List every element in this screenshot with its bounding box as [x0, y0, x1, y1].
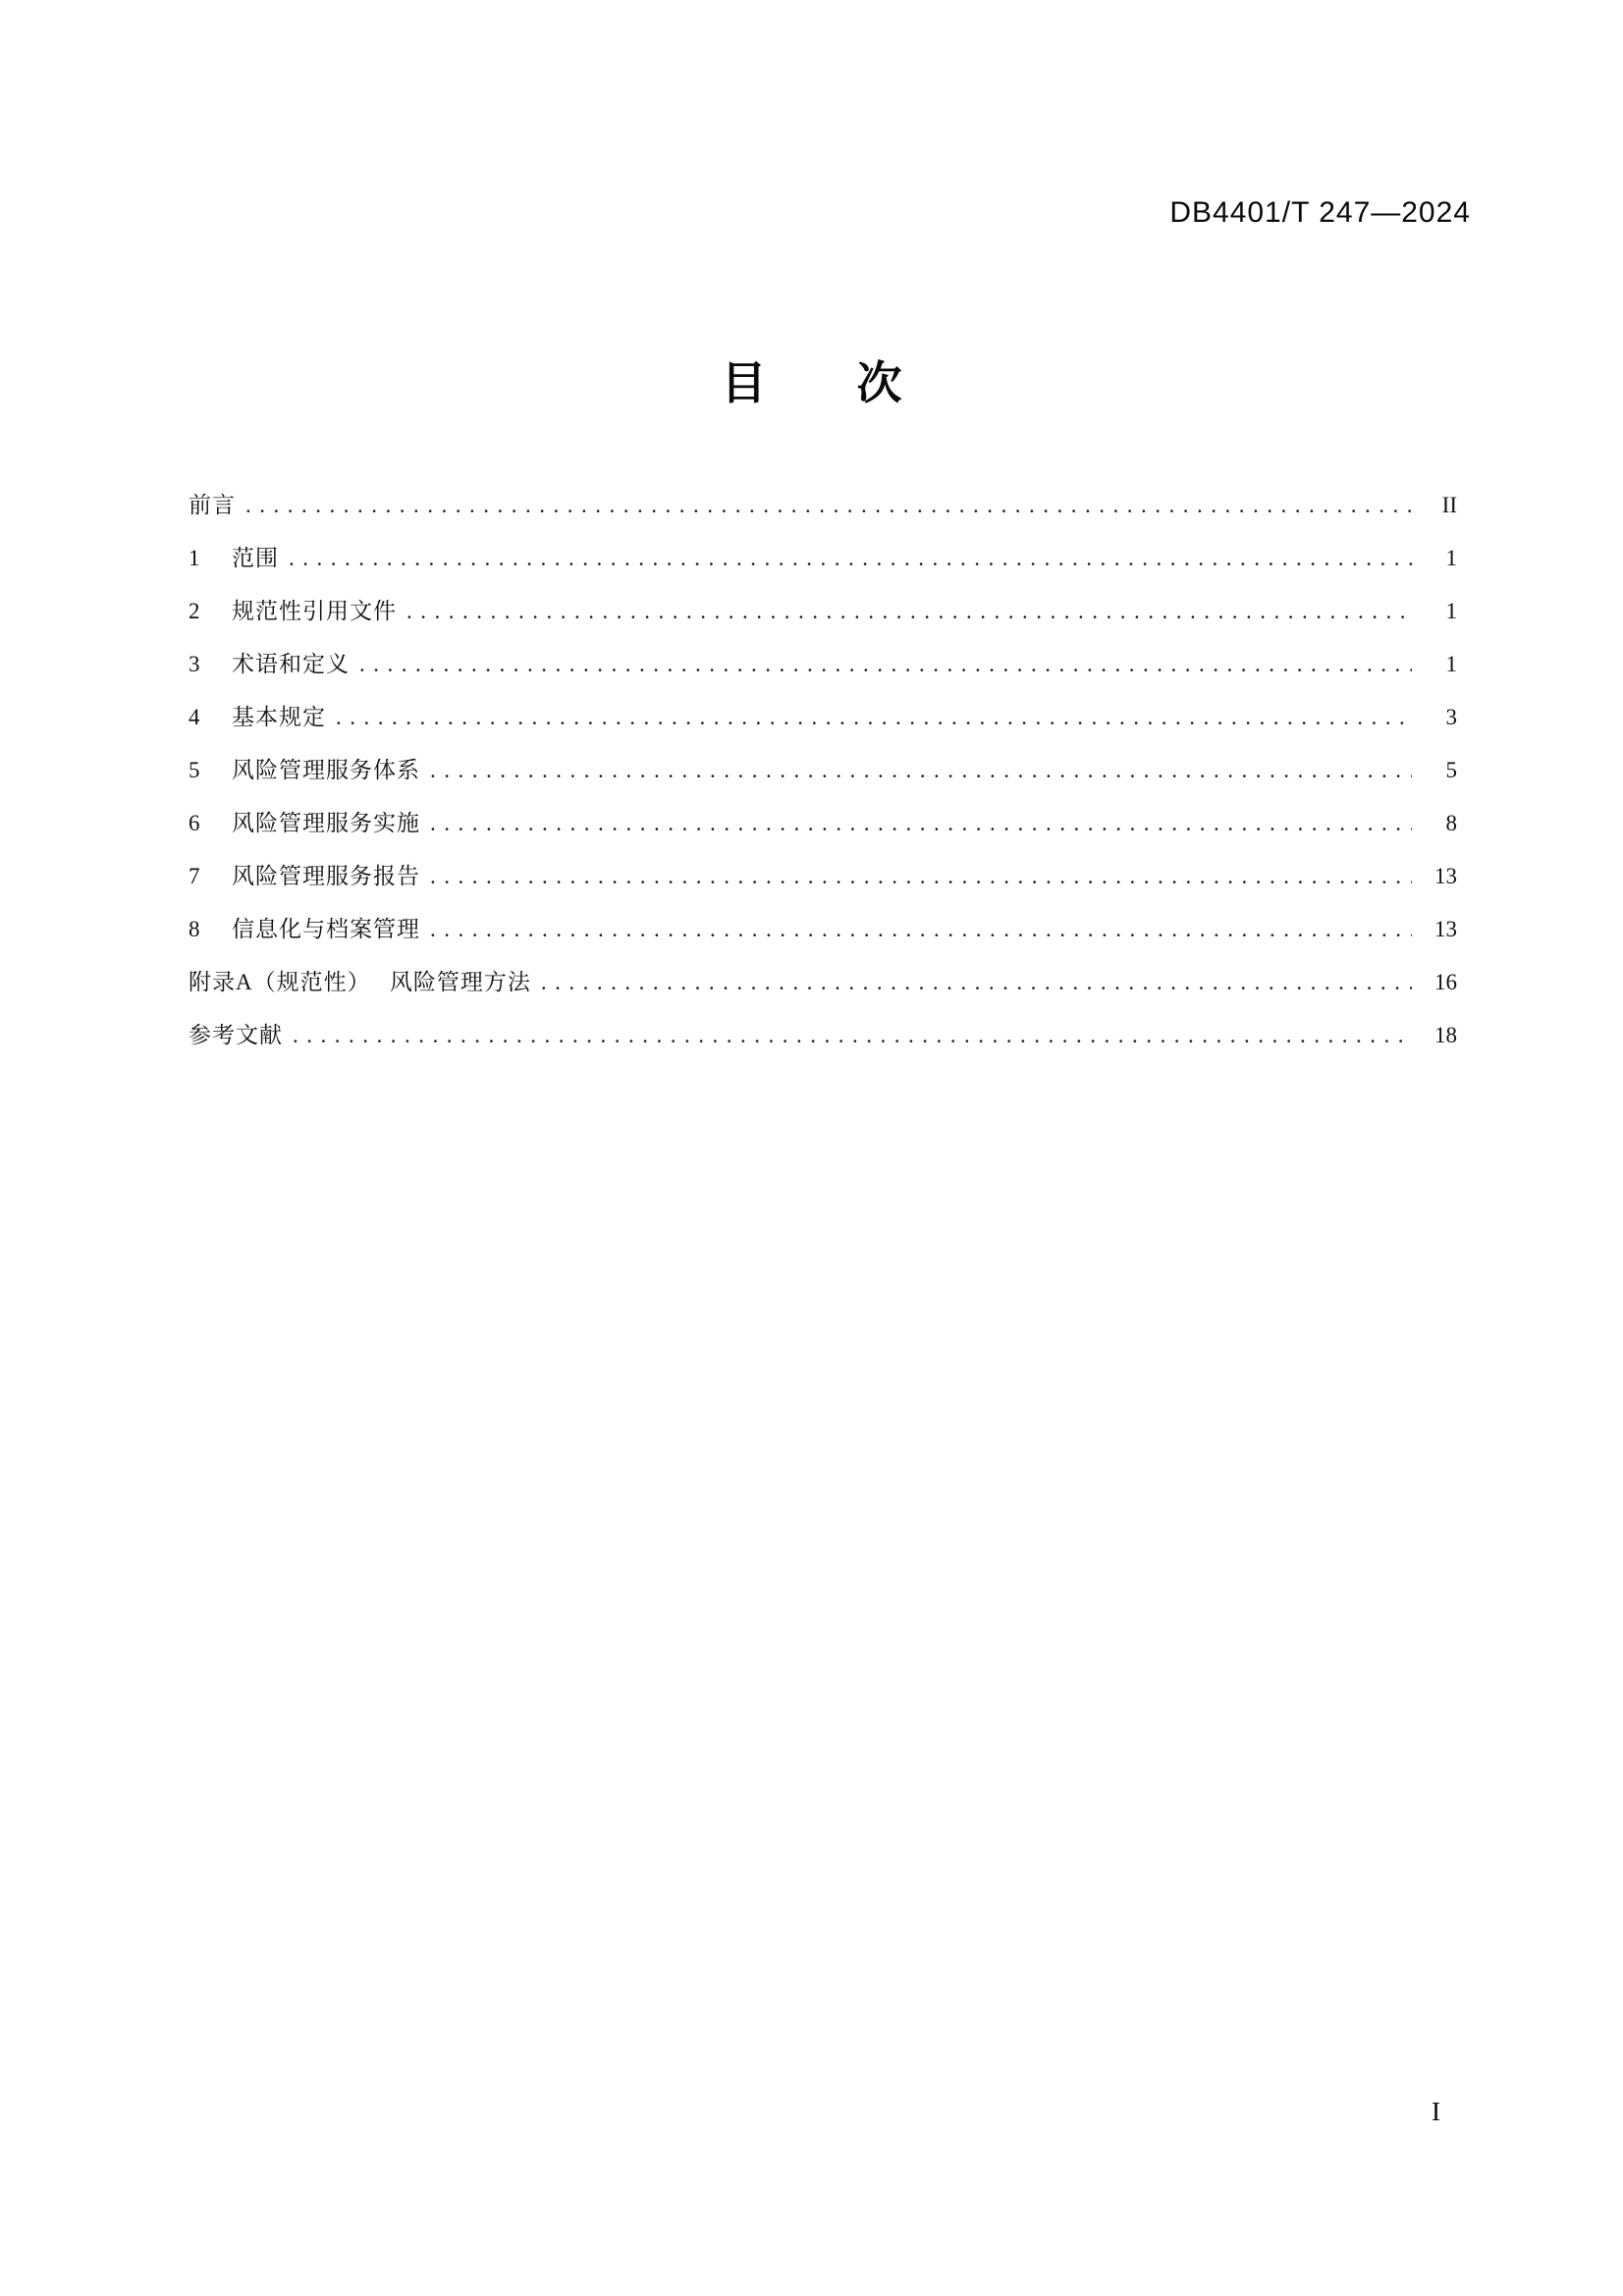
- toc-entry-page: 1: [1445, 546, 1457, 570]
- toc-entry: [189, 691, 1457, 744]
- toc-list: [189, 479, 1457, 1062]
- toc-leader-dots: [430, 744, 1412, 797]
- toc-entry-page: II: [1441, 493, 1457, 517]
- toc-entry-number: 7: [189, 864, 200, 888]
- toc-entry-page: 1: [1445, 652, 1457, 676]
- toc-entry-page: 16: [1434, 970, 1457, 994]
- toc-entry: [189, 956, 1457, 1009]
- toc-entry: [189, 479, 1457, 532]
- toc-leader-dots: [430, 797, 1412, 850]
- toc-entry-page: 13: [1434, 917, 1457, 941]
- toc-entry-title: 规范性引用文件: [232, 599, 397, 623]
- toc-entry-number: 1: [189, 546, 200, 570]
- toc-entry: [189, 638, 1457, 691]
- toc-entry-number: 5: [189, 758, 200, 782]
- toc-leader-dots: [245, 479, 1412, 532]
- toc-entry-title: 范围: [232, 546, 279, 570]
- toc-entry-page: 13: [1434, 864, 1457, 888]
- toc-leader-dots: [541, 956, 1412, 1009]
- toc-entry-title: 附录A（规范性） 风险管理方法: [189, 970, 531, 994]
- toc-title: 目 次: [721, 357, 902, 408]
- toc-entry: [189, 903, 1457, 956]
- toc-entry-number: 6: [189, 811, 200, 835]
- toc-entry-page: 5: [1445, 758, 1457, 782]
- toc-leader-dots: [359, 638, 1412, 691]
- toc-entry-title: 信息化与档案管理: [232, 917, 420, 941]
- toc-entry: [189, 797, 1457, 850]
- toc-entry-title: 风险管理服务体系: [232, 758, 420, 782]
- toc-entry-title: 术语和定义: [232, 652, 350, 676]
- toc-entry: [189, 744, 1457, 797]
- toc-entry-number: 2: [189, 599, 200, 623]
- footer-page-number: I: [1432, 2097, 1440, 2126]
- toc-leader-dots: [293, 1009, 1412, 1062]
- toc-entry-page: 1: [1445, 599, 1457, 623]
- toc-entry-title: 前言: [189, 493, 236, 517]
- toc-entry-number: 8: [189, 917, 200, 941]
- toc-entry-title: 风险管理服务实施: [232, 811, 420, 835]
- toc-entry: [189, 1009, 1457, 1062]
- toc-entry-title: 基本规定: [232, 705, 326, 729]
- toc-leader-dots: [289, 532, 1412, 585]
- toc-leader-dots: [406, 585, 1412, 638]
- toc-entry: [189, 532, 1457, 585]
- toc-leader-dots: [336, 691, 1412, 744]
- toc-leader-dots: [430, 850, 1412, 903]
- toc-entry-page: 8: [1445, 811, 1457, 835]
- toc-entry: [189, 850, 1457, 903]
- toc-entry-title: 风险管理服务报告: [232, 864, 420, 888]
- toc-leader-dots: [430, 903, 1412, 956]
- toc-entry: [189, 585, 1457, 638]
- toc-entry-number: 4: [189, 705, 200, 729]
- toc-entry-page: 3: [1445, 705, 1457, 729]
- toc-entry-number: 3: [189, 652, 200, 676]
- toc-entry-page: 18: [1434, 1023, 1457, 1047]
- standard-code-header: DB4401/T 247—2024: [1169, 196, 1471, 229]
- toc-entry-title: 参考文献: [189, 1023, 283, 1047]
